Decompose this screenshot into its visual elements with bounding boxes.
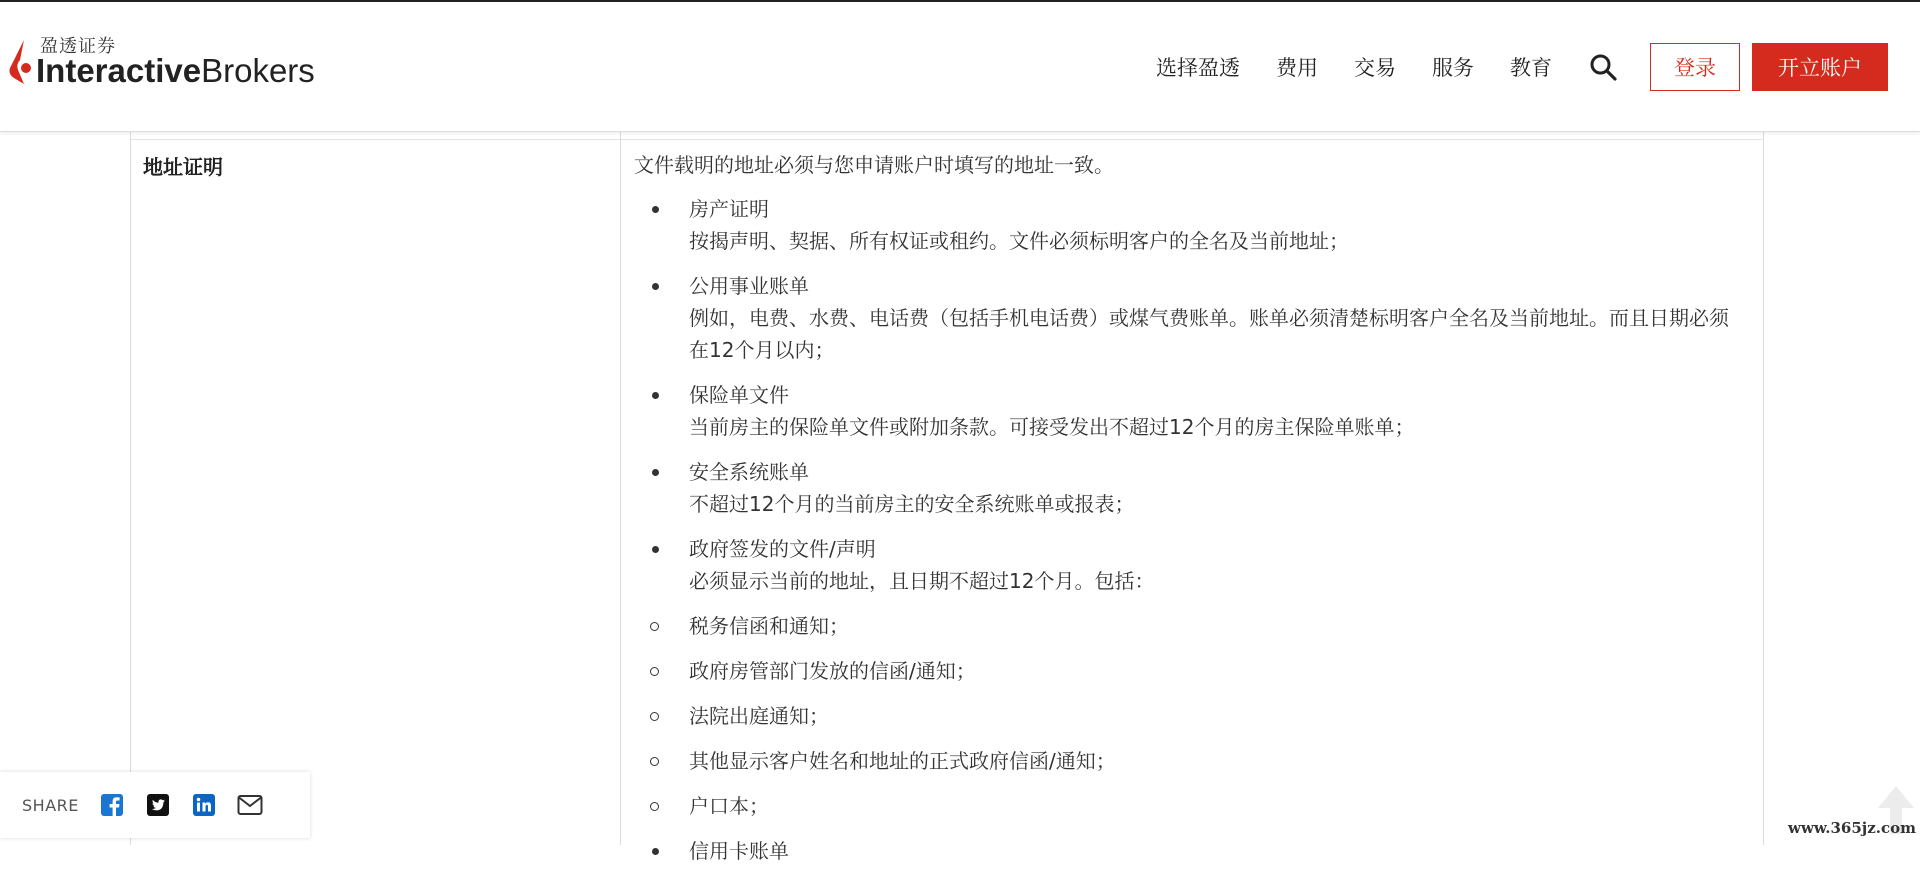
logo-bold-part: Interactive	[36, 52, 202, 89]
sublist-item	[634, 655, 1734, 687]
government-document-sublist	[634, 610, 1734, 822]
nav-item-trading[interactable]: 交易	[1354, 56, 1396, 80]
twitter-share-button[interactable]	[145, 792, 171, 818]
hollow-bullet-icon	[650, 712, 659, 721]
item-description: 必须显示当前的地址，且日期不超过12个月。包括：	[689, 569, 1155, 593]
document-list	[634, 193, 1734, 597]
bullet-icon	[652, 546, 659, 553]
list-item	[634, 456, 1734, 520]
row-content	[634, 149, 1734, 880]
item-title: 政府签发的文件/声明	[689, 537, 876, 561]
open-account-button[interactable]: 开立账户	[1752, 43, 1888, 91]
item-title: 公用事业账单	[689, 274, 809, 298]
logo[interactable]	[6, 32, 326, 92]
list-item	[634, 193, 1734, 257]
sublist-item	[634, 790, 1734, 822]
item-title: 房产证明	[689, 197, 769, 221]
email-icon	[237, 794, 263, 816]
top-border	[0, 0, 1920, 2]
list-item	[634, 270, 1734, 366]
item-title: 信用卡账单	[689, 839, 789, 863]
logo-chinese-text: 盈透证券	[40, 36, 116, 57]
nav-item-pricing[interactable]: 费用	[1276, 56, 1318, 80]
document-requirements-table	[130, 131, 1764, 863]
sublist-item-text: 户口本；	[689, 794, 769, 818]
intro-text: 文件载明的地址必须与您申请账户时填写的地址一致。	[634, 153, 1114, 177]
nav-item-choose-ibkr[interactable]: 选择盈透	[1156, 56, 1240, 80]
hollow-bullet-icon	[650, 667, 659, 676]
bullet-icon	[652, 848, 659, 855]
bullet-icon	[652, 392, 659, 399]
item-title: 安全系统账单	[689, 460, 809, 484]
list-item	[634, 533, 1734, 597]
sublist-item-text: 税务信函和通知；	[689, 614, 849, 638]
linkedin-share-button[interactable]	[191, 792, 217, 818]
search-button[interactable]	[1588, 52, 1618, 82]
nav-item-education[interactable]: 教育	[1510, 56, 1552, 80]
bullet-icon	[652, 469, 659, 476]
column-divider	[620, 131, 621, 845]
item-description: 例如，电费、水费、电话费（包括手机电话费）或煤气费账单。账单必须清楚标明客户全名及当前地址。而且日期必须在12个月以内；	[689, 306, 1729, 362]
hollow-bullet-icon	[650, 622, 659, 631]
table-row-divider	[131, 139, 1763, 140]
search-icon	[1589, 53, 1617, 81]
row-label: 地址证明	[143, 155, 223, 179]
twitter-icon	[146, 793, 170, 817]
login-button[interactable]: 登录	[1650, 43, 1740, 91]
item-title: 保险单文件	[689, 383, 789, 407]
facebook-icon	[100, 793, 124, 817]
item-description: 不超过12个月的当前房主的安全系统账单或报表；	[689, 492, 1135, 516]
watermark-text: www.365jz.com	[1788, 819, 1916, 837]
list-item	[634, 835, 1734, 867]
bullet-icon	[652, 283, 659, 290]
linkedin-icon	[192, 793, 216, 817]
sublist-item	[634, 610, 1734, 642]
bullet-icon	[652, 206, 659, 213]
hollow-bullet-icon	[650, 757, 659, 766]
site-header	[0, 0, 1920, 132]
sublist-item	[634, 745, 1734, 777]
sublist-item-text: 其他显示客户姓名和地址的正式政府信函/通知；	[689, 749, 1116, 773]
sublist-item	[634, 700, 1734, 732]
email-share-button[interactable]	[237, 792, 263, 818]
document-list-continued	[634, 835, 1734, 867]
logo-mark-icon	[6, 38, 32, 86]
sublist-item-text: 法院出庭通知；	[689, 704, 829, 728]
list-item	[634, 379, 1734, 443]
logo-english-text	[36, 52, 315, 90]
nav-item-services[interactable]: 服务	[1432, 56, 1474, 80]
sublist-item-text: 政府房管部门发放的信函/通知；	[689, 659, 976, 683]
logo-regular-part: Brokers	[201, 52, 315, 89]
item-description: 按揭声明、契据、所有权证或租约。文件必须标明客户的全名及当前地址；	[689, 229, 1349, 253]
hollow-bullet-icon	[650, 802, 659, 811]
share-label: SHARE	[22, 795, 79, 815]
item-description: 当前房主的保险单文件或附加条款。可接受发出不超过12个月的房主保险单账单；	[689, 415, 1415, 439]
main-nav	[1156, 42, 1888, 92]
facebook-share-button[interactable]	[99, 792, 125, 818]
share-bar	[0, 772, 310, 838]
